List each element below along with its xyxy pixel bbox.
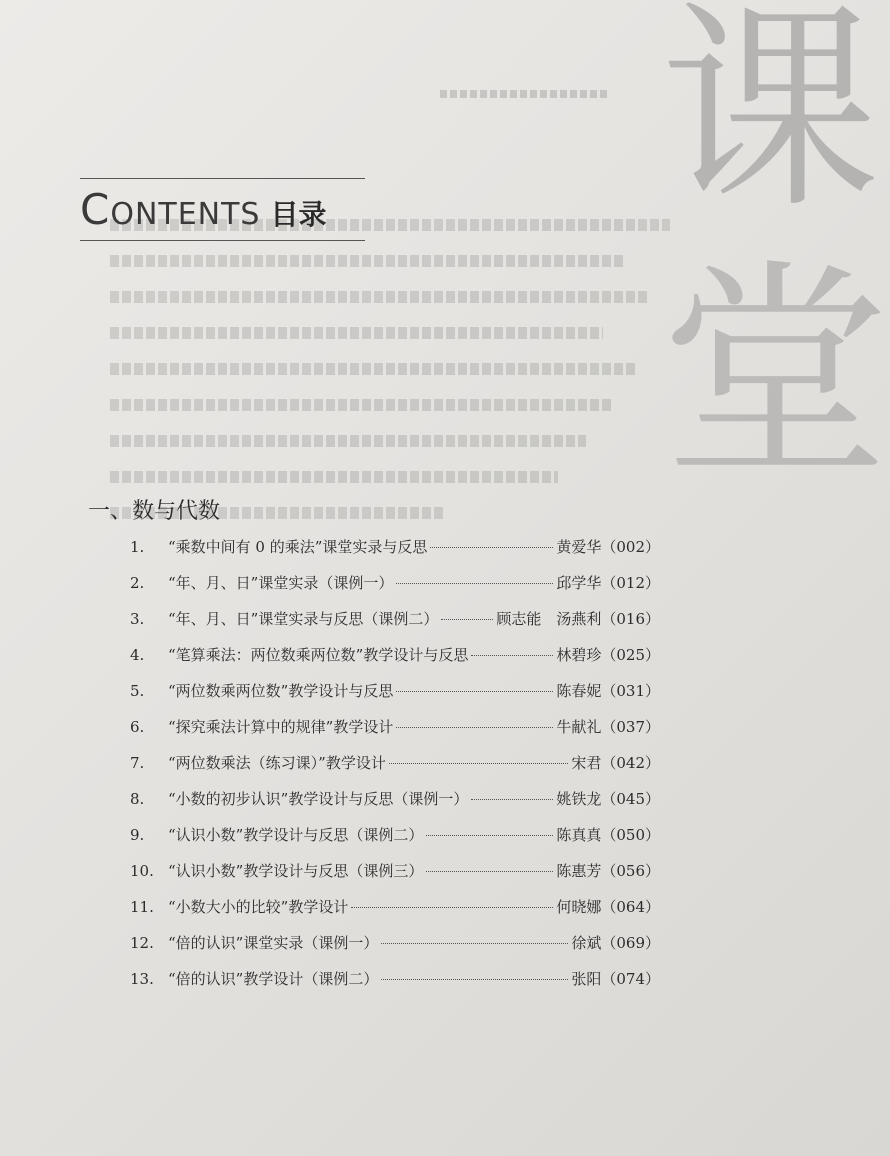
entry-author: 陈真真 xyxy=(556,826,602,844)
toc-entry[interactable] xyxy=(130,968,660,1004)
entry-author: 陈惠芳 xyxy=(556,862,602,880)
dot-leader xyxy=(430,547,553,548)
show-through-header xyxy=(440,90,610,98)
entry-page: （012） xyxy=(601,574,660,592)
entry-title: “认识小数”教学设计与反思（课例三） xyxy=(168,862,424,880)
dot-leader xyxy=(441,619,493,620)
entry-number: 12. xyxy=(130,934,154,952)
toc-entry[interactable] xyxy=(130,644,660,680)
entry-number: 6. xyxy=(130,718,145,736)
dot-leader xyxy=(471,799,553,800)
entry-number: 5. xyxy=(130,682,145,700)
entry-title: “小数的初步认识”教学设计与反思（课例一） xyxy=(168,790,469,808)
entry-title: “认识小数”教学设计与反思（课例二） xyxy=(168,826,424,844)
show-through-text xyxy=(110,195,670,543)
page-title xyxy=(80,185,365,234)
entry-page: （064） xyxy=(601,898,660,916)
dot-leader xyxy=(426,835,553,836)
dot-leader xyxy=(381,943,568,944)
entry-number: 11. xyxy=(130,898,154,916)
title-english xyxy=(80,185,260,234)
entry-author: 张阳 xyxy=(571,970,602,988)
entry-author: 姚铁龙 xyxy=(556,790,602,808)
entry-number: 4. xyxy=(130,646,145,664)
contents-header xyxy=(80,178,365,241)
dot-leader xyxy=(396,583,553,584)
section-title: 一、数与代数 xyxy=(88,499,221,524)
entry-author: 徐斌 xyxy=(571,934,602,952)
entry-title: “年、月、日”课堂实录与反思（课例二） xyxy=(168,610,439,628)
entry-page: （002） xyxy=(601,538,660,556)
entry-number: 8. xyxy=(130,790,145,808)
toc-entry[interactable] xyxy=(130,608,660,644)
dot-leader xyxy=(426,871,553,872)
dot-leader xyxy=(381,979,568,980)
dot-leader xyxy=(396,691,553,692)
toc-entry[interactable] xyxy=(130,932,660,968)
decorative-char-1: 课 xyxy=(660,0,881,238)
entry-number: 13. xyxy=(130,970,154,988)
entry-author: 陈春妮 xyxy=(556,682,602,700)
title-chinese: 目录 xyxy=(270,198,327,231)
entry-number: 9. xyxy=(130,826,145,844)
toc-entry[interactable] xyxy=(130,896,660,932)
entry-page: （025） xyxy=(601,646,660,664)
toc-entry[interactable] xyxy=(130,536,660,572)
entry-title: “两位数乘两位数”教学设计与反思 xyxy=(168,682,394,700)
toc-entry[interactable] xyxy=(130,572,660,608)
entry-number: 10. xyxy=(130,862,154,880)
dot-leader xyxy=(471,655,553,656)
toc-entry[interactable] xyxy=(130,788,660,824)
toc-entry[interactable] xyxy=(130,752,660,788)
entry-page: （031） xyxy=(601,682,660,700)
entry-author: 何晓娜 xyxy=(556,898,602,916)
entry-page: （074） xyxy=(601,970,660,988)
entry-author: 牛献礼 xyxy=(556,718,602,736)
entry-title: “笔算乘法：两位数乘两位数”教学设计与反思 xyxy=(168,646,469,664)
entry-title: “年、月、日”课堂实录（课例一） xyxy=(168,574,394,592)
entry-title: “倍的认识”课堂实录（课例一） xyxy=(168,934,379,952)
entry-number: 2. xyxy=(130,574,145,592)
toc-entry[interactable] xyxy=(130,860,660,896)
entry-page: （016） xyxy=(601,610,660,628)
entry-number: 3. xyxy=(130,610,145,628)
entry-page: （056） xyxy=(601,862,660,880)
decorative-char-2: 堂 xyxy=(660,241,890,508)
entry-title: “小数大小的比较”教学设计 xyxy=(168,898,349,916)
entry-author: 林碧珍 xyxy=(556,646,602,664)
entry-title: “两位数乘法（练习课）”教学设计 xyxy=(168,754,386,772)
entry-author: 顾志能 汤燕利 xyxy=(496,610,602,628)
entry-number: 1. xyxy=(130,538,145,556)
entry-number: 7. xyxy=(130,754,145,772)
dot-leader xyxy=(396,727,553,728)
entry-title: “倍的认识”教学设计（课例二） xyxy=(168,970,379,988)
toc-list xyxy=(130,536,660,1004)
entry-author: 宋君 xyxy=(571,754,602,772)
entry-title: “乘数中间有 0 的乘法”课堂实录与反思 xyxy=(168,538,428,556)
entry-page: （050） xyxy=(601,826,660,844)
title-rest: ONTENTS xyxy=(110,197,261,232)
entry-author: 邱学华 xyxy=(556,574,602,592)
entry-page: （045） xyxy=(601,790,660,808)
title-initial: C xyxy=(80,185,111,234)
header-rule-bottom xyxy=(80,240,365,241)
entry-page: （069） xyxy=(601,934,660,952)
header-rule-top xyxy=(80,178,365,179)
entry-page: （037） xyxy=(601,718,660,736)
toc-entry[interactable] xyxy=(130,680,660,716)
toc-entry[interactable] xyxy=(130,824,660,860)
entry-author: 黄爱华 xyxy=(556,538,602,556)
toc-entry[interactable] xyxy=(130,716,660,752)
entry-title: “探究乘法计算中的规律”教学设计 xyxy=(168,718,394,736)
entry-page: （042） xyxy=(601,754,660,772)
dot-leader xyxy=(351,907,553,908)
dot-leader xyxy=(389,763,569,764)
